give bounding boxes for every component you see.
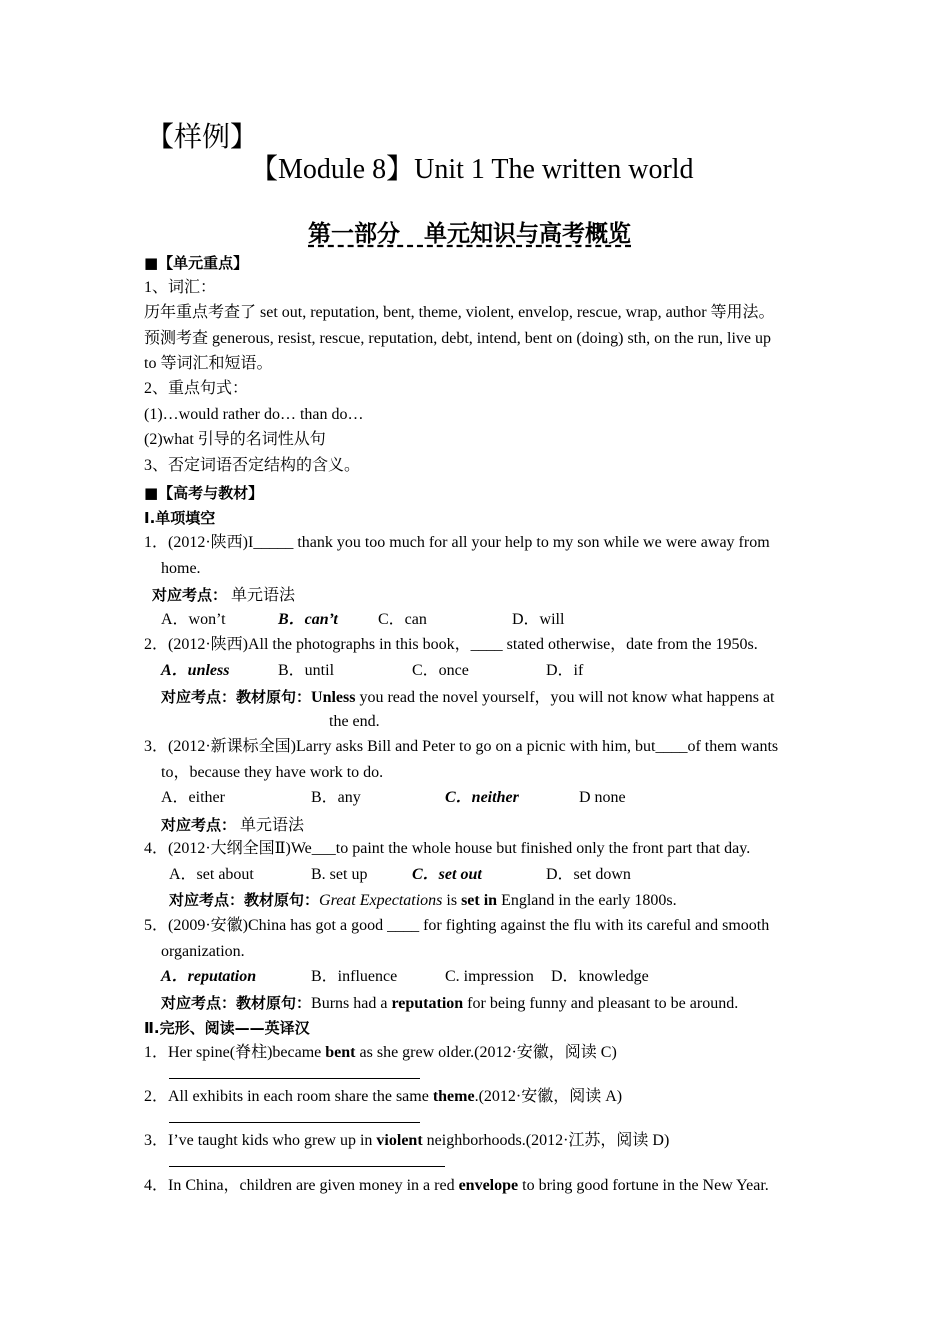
subsection-single-choice: Ⅰ.单项填空 <box>144 509 216 527</box>
answer-blank-1[interactable] <box>169 1078 420 1079</box>
vocab-line-3: to 等词汇和短语。 <box>144 355 273 372</box>
sentence-pattern-1: (1)…would rather do… than do… <box>144 406 364 423</box>
q1-option-c: C．can <box>378 611 427 628</box>
item-keyword: violent <box>376 1132 423 1149</box>
note-keyword: reputation <box>391 995 464 1012</box>
vocab-line-1: 历年重点考查了 set out, reputation, bent, theme, violent, envelop, rescue, wrap, author 等用法。 <box>144 304 775 321</box>
note-label: 对应考点：教材原句： <box>161 688 312 706</box>
note-label: 对应考点：教材原句： <box>161 994 312 1012</box>
q1-option-d: D．will <box>512 611 565 628</box>
q5-option-b: B．influence <box>311 968 398 985</box>
item-keyword: envelope <box>458 1177 519 1194</box>
part-title: 第一部分 单元知识与高考概览 <box>308 221 632 247</box>
vocab-label: 1、词汇： <box>144 279 217 296</box>
note-text-rest: for being funny and pleasant to be around. <box>463 995 739 1012</box>
q5-option-c: C. impression <box>445 968 534 985</box>
q2-option-b: B．until <box>278 662 335 679</box>
item-source: .(2012·安徽，阅读 A) <box>474 1088 623 1105</box>
question-1-text-cont: home. <box>161 560 201 577</box>
section-heading-exam: ■【高考与教材】 <box>144 484 264 502</box>
q3-option-d: D none <box>579 789 626 806</box>
module-title: 【Module 8】Unit 1 The written world <box>250 154 694 185</box>
note-label: 对应考点： <box>161 816 237 834</box>
note-text: you read the novel yourself，you will not know what happens at <box>355 689 775 706</box>
sentence-label: 2、重点句式： <box>144 380 249 397</box>
note-label: 对应考点：教材原句： <box>169 891 320 909</box>
question-2-note-cont: the end. <box>329 713 380 730</box>
question-3-text: 3．(2012·新课标全国)Larry asks Bill and Peter to go on a picnic with him, but____of them wants <box>144 738 779 755</box>
note-text: Burns had a <box>311 995 392 1012</box>
question-2-note <box>161 686 775 709</box>
question-1-note <box>152 584 295 607</box>
sample-tag: 【样例】 <box>146 122 259 153</box>
note-text: 单元语法 <box>227 587 296 604</box>
subsection-translation: Ⅱ.完形、阅读——英译汉 <box>144 1019 310 1037</box>
translate-item-4 <box>144 1175 769 1197</box>
translate-item-1 <box>144 1042 617 1064</box>
q4-option-b: B. set up <box>311 866 368 883</box>
item-keyword: bent <box>325 1044 356 1061</box>
note-keyword: set in <box>461 892 498 909</box>
item-source: neighborhoods.(2012·江苏，阅读 D) <box>422 1132 670 1149</box>
item-text: 3．I’ve taught kids who grew up in <box>144 1132 377 1149</box>
q2-option-a: A．unless <box>161 662 230 679</box>
vocab-line-2: 预测考查 generous, resist, rescue, reputation, debt, intend, bent on (doing) sth, on the run, live up <box>144 330 771 347</box>
note-keyword: Unless <box>311 689 356 706</box>
item-text: 2．All exhibits in each room share the same <box>144 1088 433 1105</box>
question-5-text: 5．(2009·安徽)China has got a good ____ for fighting against the flu with its careful and smooth <box>144 917 770 934</box>
answer-blank-2[interactable] <box>169 1122 420 1123</box>
translate-item-3 <box>144 1130 669 1152</box>
item-text: 4．In China，children are given money in a red <box>144 1177 459 1194</box>
question-5-text-cont: organization. <box>161 943 245 960</box>
question-4-text: 4．(2012·大纲全国Ⅱ)We___to paint the whole house but finished only the front part that day. <box>144 840 751 857</box>
item-source: as she grew older.(2012·安徽，阅读 C) <box>355 1044 617 1061</box>
item-text-rest: to bring good fortune in the New Year. <box>518 1177 769 1194</box>
note-label: 对应考点： <box>152 586 228 604</box>
q4-option-c: C．set out <box>412 866 482 883</box>
q2-option-d: D．if <box>546 662 584 679</box>
question-1-text: 1．(2012·陕西)I_____ thank you too much for all your help to my son while we were away from <box>144 534 770 551</box>
q1-option-b: B．can’t <box>278 611 338 628</box>
note-book-title: Great Expectations <box>319 892 443 909</box>
question-5-note <box>161 992 738 1015</box>
q4-option-a: A．set about <box>169 866 254 883</box>
item-keyword: theme <box>432 1088 475 1105</box>
q3-option-b: B．any <box>311 789 361 806</box>
q2-option-c: C．once <box>412 662 469 679</box>
question-4-note <box>169 889 677 912</box>
section-heading-key-points: ■【单元重点】 <box>144 254 249 272</box>
question-3-note <box>161 814 304 837</box>
q5-option-a: A．reputation <box>161 968 257 985</box>
note-text: 单元语法 <box>236 817 305 834</box>
q1-option-a: A．won’t <box>161 611 226 628</box>
note-text-rest: England in the early 1800s. <box>497 892 677 909</box>
translate-item-2 <box>144 1086 622 1108</box>
question-3-text-cont: to，because they have work to do. <box>161 764 384 781</box>
item-text: 1．Her spine(脊柱)became <box>144 1044 326 1061</box>
sentence-pattern-2: (2)what 引导的名词性从句 <box>144 431 326 448</box>
q5-option-d: D．knowledge <box>551 968 649 985</box>
answer-blank-3[interactable] <box>169 1166 445 1167</box>
q3-option-a: A．either <box>161 789 225 806</box>
q3-option-c: C．neither <box>445 789 519 806</box>
q4-option-d: D．set down <box>546 866 631 883</box>
item-3-negation: 3、否定词语否定结构的含义。 <box>144 457 361 474</box>
note-text: is <box>442 892 462 909</box>
question-2-text: 2．(2012·陕西)All the photographs in this book，____ stated otherwise，date from the 1950s. <box>144 636 758 653</box>
